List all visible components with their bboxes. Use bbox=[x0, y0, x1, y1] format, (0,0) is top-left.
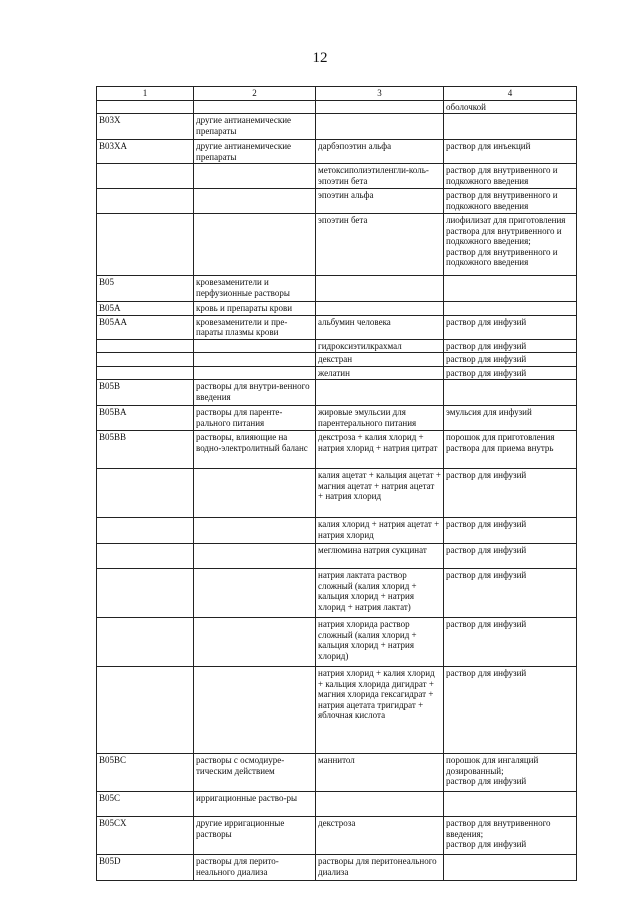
drug-name-cell: растворы для перитонеального диализа bbox=[316, 855, 444, 881]
dosage-form-cell bbox=[444, 792, 577, 817]
table-header-row bbox=[97, 87, 577, 101]
anatomical-group-cell bbox=[194, 164, 316, 189]
atc-code-cell: B05B bbox=[97, 380, 194, 406]
dosage-form-cell bbox=[444, 380, 577, 406]
drug-name-cell bbox=[316, 380, 444, 406]
anatomical-group-cell bbox=[194, 100, 316, 114]
anatomical-group-cell: другие антианемические препараты bbox=[194, 114, 316, 140]
column-header-3: 3 bbox=[316, 87, 444, 101]
atc-code-cell: B03XA bbox=[97, 140, 194, 164]
dosage-form-cell: раствор для инфузий bbox=[444, 518, 577, 544]
table-row bbox=[97, 353, 577, 367]
anatomical-group-cell: растворы с осмодиуре-тическим действием bbox=[194, 754, 316, 792]
drug-name-cell bbox=[316, 276, 444, 302]
drug-name-cell: натрия хлорид + калия хлорид + кальция хлорида дигидрат + магния хлорида гексагидрат + натрия ацетата тригидрат + яблочная кислота bbox=[316, 667, 444, 754]
dosage-form-cell: раствор для внутривенного и подкожного введения bbox=[444, 164, 577, 189]
dosage-form-cell: раствор для инфузий bbox=[444, 339, 577, 353]
anatomical-group-cell: растворы для перито-неального диализа bbox=[194, 855, 316, 881]
table-body bbox=[97, 100, 577, 881]
drug-name-cell: маннитол bbox=[316, 754, 444, 792]
dosage-form-cell: эмульсия для инфузий bbox=[444, 406, 577, 431]
atc-code-cell bbox=[97, 164, 194, 189]
table-row bbox=[97, 315, 577, 339]
dosage-form-cell bbox=[444, 302, 577, 316]
anatomical-group-cell: растворы для паренте-рального питания bbox=[194, 406, 316, 431]
table-row bbox=[97, 164, 577, 189]
atc-code-cell: B05CX bbox=[97, 817, 194, 855]
drug-name-cell: метоксиполиэтиленгли-коль-эпоэтин бета bbox=[316, 164, 444, 189]
table-row bbox=[97, 114, 577, 140]
atc-code-cell: B05BB bbox=[97, 431, 194, 469]
drug-name-cell: гидроксиэтилкрахмал bbox=[316, 339, 444, 353]
anatomical-group-cell bbox=[194, 518, 316, 544]
dosage-form-cell: раствор для инфузий bbox=[444, 667, 577, 754]
drug-name-cell: эпоэтин бета bbox=[316, 214, 444, 276]
drug-name-cell: натрия хлорида раствор сложный (калия хлорид + кальция хлорид + натрия хлорид) bbox=[316, 618, 444, 667]
anatomical-group-cell bbox=[194, 353, 316, 367]
anatomical-group-cell: кровь и препараты крови bbox=[194, 302, 316, 316]
anatomical-group-cell: кровезаменители и пре-параты плазмы крови bbox=[194, 315, 316, 339]
table-row bbox=[97, 754, 577, 792]
anatomical-group-cell bbox=[194, 214, 316, 276]
table-row bbox=[97, 544, 577, 569]
table-row bbox=[97, 518, 577, 544]
atc-code-cell bbox=[97, 569, 194, 618]
atc-code-cell: B03X bbox=[97, 114, 194, 140]
anatomical-group-cell bbox=[194, 667, 316, 754]
column-header-4: 4 bbox=[444, 87, 577, 101]
anatomical-group-cell: другие антианемические препараты bbox=[194, 140, 316, 164]
drug-name-cell: калия ацетат + кальция ацетат + магния ацетат + натрия ацетат + натрия хлорид bbox=[316, 469, 444, 518]
drug-name-cell bbox=[316, 792, 444, 817]
drug-name-cell: дарбэпоэтин альфа bbox=[316, 140, 444, 164]
atc-code-cell bbox=[97, 469, 194, 518]
drug-name-cell bbox=[316, 114, 444, 140]
anatomical-group-cell bbox=[194, 569, 316, 618]
atc-code-cell: B05D bbox=[97, 855, 194, 881]
table-row bbox=[97, 569, 577, 618]
dosage-form-cell: раствор для инфузий bbox=[444, 353, 577, 367]
drug-name-cell: жировые эмульсии для парентерального питания bbox=[316, 406, 444, 431]
table-row bbox=[97, 817, 577, 855]
table-row bbox=[97, 431, 577, 469]
dosage-form-cell: раствор для инфузий bbox=[444, 569, 577, 618]
dosage-form-cell: оболочкой bbox=[444, 100, 577, 114]
table-row bbox=[97, 469, 577, 518]
anatomical-group-cell bbox=[194, 544, 316, 569]
drug-name-cell: натрия лактата раствор сложный (калия хлорид + кальция хлорид + натрия хлорид + натрия лактат) bbox=[316, 569, 444, 618]
drug-name-cell: меглюмина натрия сукцинат bbox=[316, 544, 444, 569]
table-row bbox=[97, 618, 577, 667]
table-row bbox=[97, 339, 577, 353]
dosage-form-cell: раствор для инфузий bbox=[444, 469, 577, 518]
anatomical-group-cell: растворы для внутри-венного введения bbox=[194, 380, 316, 406]
drug-name-cell bbox=[316, 302, 444, 316]
dosage-form-cell: порошок для ингаляций дозированный; раствор для инфузий bbox=[444, 754, 577, 792]
dosage-form-cell: раствор для инфузий bbox=[444, 618, 577, 667]
table-row bbox=[97, 366, 577, 380]
anatomical-group-cell bbox=[194, 469, 316, 518]
atc-code-cell bbox=[97, 618, 194, 667]
drug-table bbox=[96, 86, 577, 881]
table-row bbox=[97, 100, 577, 114]
table-row bbox=[97, 214, 577, 276]
atc-code-cell bbox=[97, 544, 194, 569]
dosage-form-cell bbox=[444, 855, 577, 881]
atc-code-cell: B05A bbox=[97, 302, 194, 316]
table-row bbox=[97, 667, 577, 754]
atc-code-cell bbox=[97, 518, 194, 544]
table-row bbox=[97, 380, 577, 406]
table-row bbox=[97, 406, 577, 431]
atc-code-cell: B05C bbox=[97, 792, 194, 817]
dosage-form-cell bbox=[444, 114, 577, 140]
drug-name-cell: желатин bbox=[316, 366, 444, 380]
table-row bbox=[97, 855, 577, 881]
table-row bbox=[97, 140, 577, 164]
atc-code-cell bbox=[97, 189, 194, 214]
anatomical-group-cell: ирригационные раство-ры bbox=[194, 792, 316, 817]
table-row bbox=[97, 792, 577, 817]
page-number: 12 bbox=[312, 50, 328, 66]
table-row bbox=[97, 189, 577, 214]
atc-code-cell bbox=[97, 366, 194, 380]
dosage-form-cell: порошок для приготовления раствора для приема внутрь bbox=[444, 431, 577, 469]
dosage-form-cell: раствор для внутривенного введения; раствор для инфузий bbox=[444, 817, 577, 855]
atc-code-cell bbox=[97, 353, 194, 367]
anatomical-group-cell bbox=[194, 339, 316, 353]
atc-code-cell: B05BC bbox=[97, 754, 194, 792]
table-row bbox=[97, 302, 577, 316]
anatomical-group-cell: другие ирригационные растворы bbox=[194, 817, 316, 855]
column-header-2: 2 bbox=[194, 87, 316, 101]
anatomical-group-cell bbox=[194, 189, 316, 214]
atc-code-cell bbox=[97, 339, 194, 353]
drug-name-cell: альбумин человека bbox=[316, 315, 444, 339]
drug-name-cell: декстран bbox=[316, 353, 444, 367]
atc-code-cell bbox=[97, 667, 194, 754]
dosage-form-cell: раствор для внутривенного и подкожного введения bbox=[444, 189, 577, 214]
atc-code-cell: B05BA bbox=[97, 406, 194, 431]
anatomical-group-cell: кровезаменители и перфузионные растворы bbox=[194, 276, 316, 302]
column-header-1: 1 bbox=[97, 87, 194, 101]
anatomical-group-cell bbox=[194, 366, 316, 380]
atc-code-cell: B05 bbox=[97, 276, 194, 302]
atc-code-cell: B05AA bbox=[97, 315, 194, 339]
drug-name-cell bbox=[316, 100, 444, 114]
dosage-form-cell: раствор для инфузий bbox=[444, 544, 577, 569]
dosage-form-cell: раствор для инъекций bbox=[444, 140, 577, 164]
atc-code-cell bbox=[97, 100, 194, 114]
atc-code-cell bbox=[97, 214, 194, 276]
drug-name-cell: декстроза + калия хлорид + натрия хлорид + натрия цитрат bbox=[316, 431, 444, 469]
drug-name-cell: декстроза bbox=[316, 817, 444, 855]
dosage-form-cell: раствор для инфузий bbox=[444, 366, 577, 380]
anatomical-group-cell: растворы, влияющие на водно-электролитный баланс bbox=[194, 431, 316, 469]
dosage-form-cell bbox=[444, 276, 577, 302]
table-row bbox=[97, 276, 577, 302]
drug-name-cell: калия хлорид + натрия ацетат + натрия хлорид bbox=[316, 518, 444, 544]
anatomical-group-cell bbox=[194, 618, 316, 667]
dosage-form-cell: лиофилизат для приготовления раствора для внутривенного и подкожного введения; раствор для внутривенного и подкожного введения bbox=[444, 214, 577, 276]
drug-name-cell: эпоэтин альфа bbox=[316, 189, 444, 214]
dosage-form-cell: раствор для инфузий bbox=[444, 315, 577, 339]
